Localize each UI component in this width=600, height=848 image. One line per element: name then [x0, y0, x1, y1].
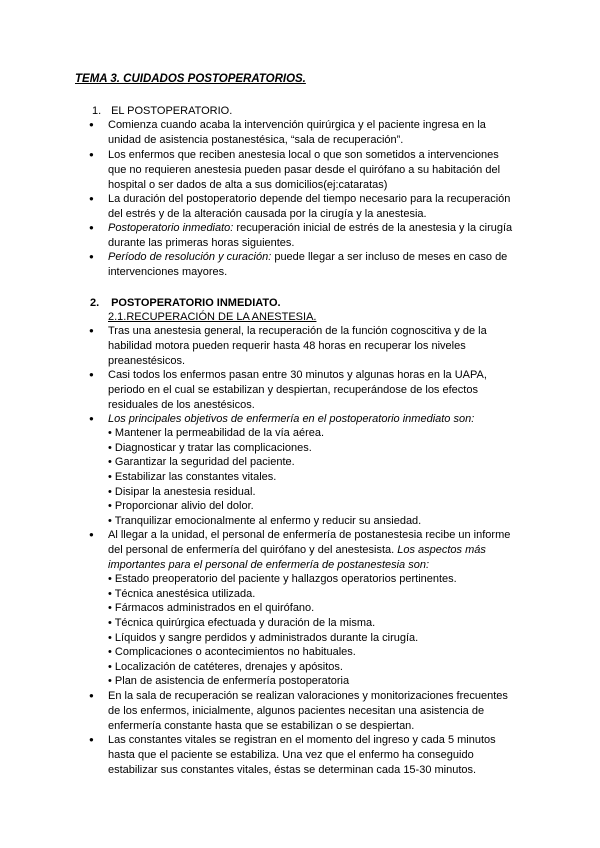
section1-number: 1.	[92, 105, 102, 117]
bullet-label: Postoperatorio inmediato:	[108, 222, 234, 234]
section1-bullet: ● La duración del postoperatorio depende del tiempo necesario para la recuperación del estrés y de la alteración causada por la cirugía y la anestesia.	[108, 192, 518, 222]
bullet-text: Al llegar a la unidad, el personal de enfermería de postanestesia recibe un informe del personal de enfermería del quirófano y del anestesista.	[108, 529, 511, 556]
section2-heading	[90, 296, 281, 311]
bullet-italic-text: Los aspectos más importantes para el personal de enfermería de postanestesia son:	[108, 543, 486, 571]
section2-bullet	[108, 412, 518, 427]
document-title: TEMA 3. CUIDADOS POSTOPERATORIOS.	[75, 73, 306, 85]
section1-bullet	[108, 250, 518, 280]
aspect-item: • Plan de asistencia de enfermería postoperatoria	[108, 675, 350, 687]
aspect-item: • Complicaciones o acontecimientos no habituales.	[108, 646, 356, 658]
objective-item: • Estabilizar las constantes vitales.	[108, 471, 277, 483]
aspect-item: • Técnica quirúrgica efectuada y duración de la misma.	[108, 617, 376, 629]
section2-title: POSTOPERATORIO INMEDIATO.	[111, 297, 281, 309]
bullet-text: Los principales objetivos de enfermería en el postoperatorio inmediato son:	[108, 413, 475, 425]
section2-bullet: ● Las constantes vitales se registran en el momento del ingreso y cada 5 minutos hasta que el paciente se estabiliza. Una vez que el enfermo ha conseguido estabilizar sus constantes vitales, éstas se determinan cada 15-30 minutos.	[108, 733, 518, 777]
aspect-item: • Fármacos administrados en el quirófano.	[108, 602, 315, 614]
aspect-item: • Estado preoperatorio del paciente y hallazgos operatorios pertinentes.	[108, 573, 457, 585]
aspect-item: • Técnica anestésica utilizada.	[108, 588, 256, 600]
section1-bullet: ● Comienza cuando acaba la intervención quirúrgica y el paciente ingresa en la unidad de asistencia postanestésica, “sala de recuperación”.	[108, 118, 518, 148]
objective-item: • Disipar la anestesia residual.	[108, 486, 256, 498]
section1-bullet: ● Los enfermos que reciben anestesia local o que son sometidos a intervenciones que no requieren anestesia pueden pasar desde el quirófano a su habitación del hospital o ser dados de alta a sus domicilios(ej:cataratas)	[108, 148, 518, 192]
section2-number: 2.	[90, 297, 100, 309]
section2-bullet	[108, 528, 518, 572]
bullet-text: puede llegar a ser incluso de meses en caso de intervenciones mayores.	[108, 251, 508, 278]
aspect-item: • Líquidos y sangre perdidos y administrados durante la cirugía.	[108, 632, 419, 644]
objective-item: • Tranquilizar emocionalmente al enfermo y reducir su ansiedad.	[108, 515, 422, 527]
section1-bullet	[108, 221, 518, 251]
section2-subheading: 2.1.RECUPERACIÓN DE LA ANESTESIA.	[108, 311, 317, 323]
section2-bullet: ● Casi todos los enfermos pasan entre 30 minutos y algunas horas en la UAPA, periodo en el cual se estabilizan y despiertan, recuperándose de los efectos residuales de los anestésicos.	[108, 368, 518, 412]
section2-bullet: ● En la sala de recuperación se realizan valoraciones y monitorizaciones frecuentes de los enfermos, inicialmente, algunos pacientes necesitan una asistencia de enfermería constante hasta que se estabilizan o se despiertan.	[108, 689, 518, 733]
objective-item: • Garantizar la seguridad del paciente.	[108, 456, 295, 468]
objective-item: • Mantener la permeabilidad de la vía aérea.	[108, 427, 325, 439]
section1-title: EL POSTOPERATORIO.	[111, 105, 233, 117]
objective-item: • Proporcionar alivio del dolor.	[108, 500, 254, 512]
section2-bullet: ● Tras una anestesia general, la recuperación de la función cognoscitiva y de la habilidad motora pueden requerir hasta 48 horas en recuperar los niveles preanestésicos.	[108, 324, 518, 368]
objective-item: • Diagnosticar y tratar las complicaciones.	[108, 442, 312, 454]
bullet-label: Período de resolución y curación:	[108, 251, 272, 263]
bullet-text: recuperación inicial de estrés de la anestesia y la cirugía durante las primeras horas siguientes.	[108, 222, 513, 249]
section1-heading	[92, 104, 232, 119]
aspect-item: • Localización de catéteres, drenajes y apósitos.	[108, 661, 343, 673]
